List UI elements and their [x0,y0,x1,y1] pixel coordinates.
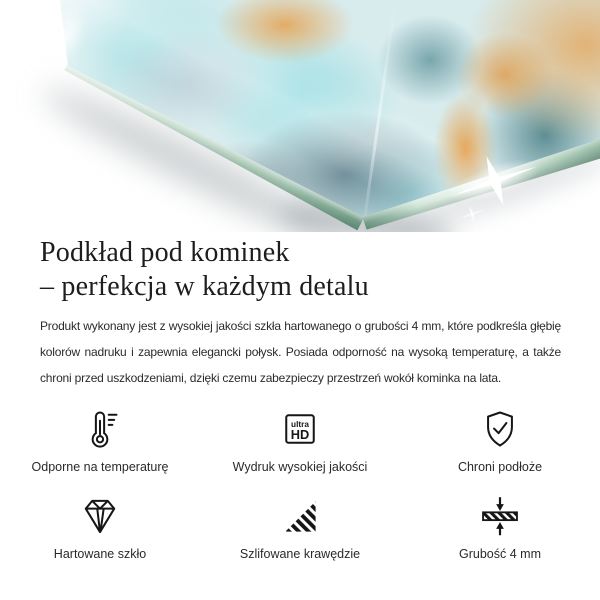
sparkle-icon [430,126,560,232]
ultra-hd-badge-line2: HD [290,427,310,443]
feature-tempered-glass [0,494,200,561]
ultra-hd-badge-line1: ultra [291,420,309,430]
shield-check-icon [478,407,522,451]
title-line-2: – perfekcja w każdym detalu [40,271,369,302]
product-hero-image [0,0,600,232]
polished-edge-icon [278,494,322,538]
feature-label: Grubość 4 mm [459,547,541,561]
feature-print-quality [200,407,400,474]
thickness-icon [478,494,522,538]
feature-label: Odporne na temperaturę [31,460,169,474]
ultra-hd-icon [278,407,322,451]
page-title [40,236,560,304]
feature-temperature [0,407,200,474]
features-grid [0,407,600,561]
product-description: Produkt wykonany jest z wysokiej jakości szkła hartowanego o grubości 4 mm, które podkreśla głębię kolorów nadruku i zapewnia elegancki połysk. Posiada odporność na wysoką temperaturę, a także chroni przed uszkodzeniami, dzięki czemu zabezpieczy przestrzeń wokół kominka na lata. [40,319,561,385]
feature-label: Wydruk wysokiej jakości [232,460,368,474]
feature-thickness [400,494,600,561]
diamond-icon [78,494,122,538]
feature-label: Chroni podłoże [457,460,543,474]
thermometer-icon [78,407,122,451]
title-line-1: Podkład pod kominek [40,237,290,268]
feature-protects-floor [400,407,600,474]
feature-label: Szlifowane krawędzie [239,547,361,561]
feature-polished-edges [200,494,400,561]
feature-label: Hartowane szkło [53,547,147,561]
